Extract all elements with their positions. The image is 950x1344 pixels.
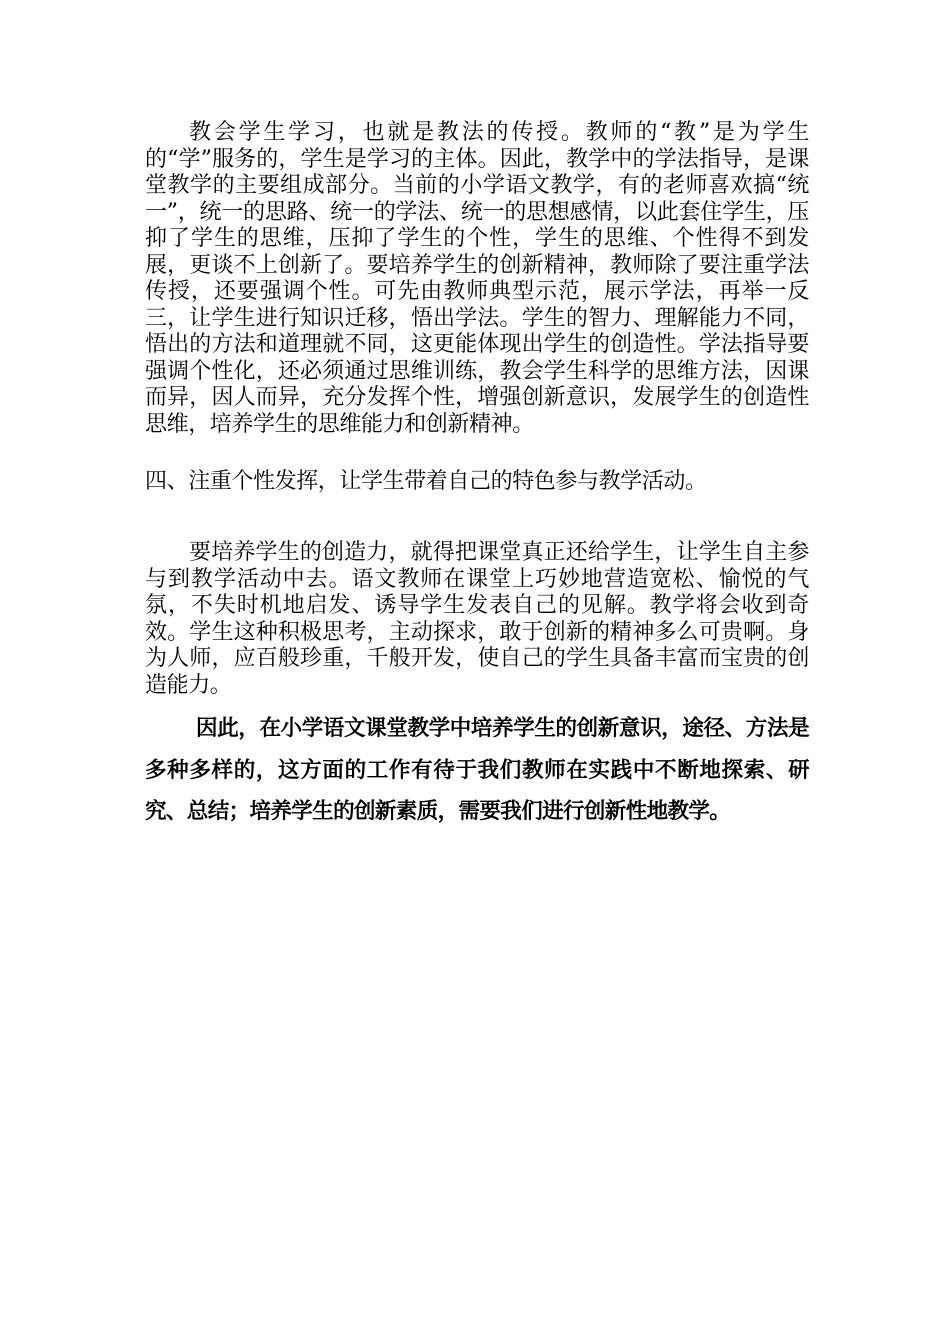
conclusion-paragraph: 因此，在小学语文课堂教学中培养学生的创新意识，途径、方法是多种多样的，这方面的工作有待于我们教师在实践中不断地探索、研究、总结；培养学生的创新素质，需要我们进行创新性地教学。 xyxy=(145,716,809,824)
section-heading-four: 四、注重个性发挥，让学生带着自己的特色参与教学活动。 xyxy=(145,469,707,494)
body-paragraph-study-methods: 教会学生学习，也就是教法的传授。教师的“教”是为学生的“学”服务的，学生是学习的主体。因此，教学中的学法指导，是课堂教学的主要组成部分。当前的小学语文教学，有的老师喜欢搞“统一”，统一的思路、统一的学法、统一的思想感情，以此套住学生，压抑了学生的思维，压抑了学生的个性，学生的思维、个性得不到发展，更谈不上创新了。要培养学生的创新精神，教师除了要注重学法传授，还要强调个性。可先由教师典型示范，展示学法，再举一反三，让学生进行知识迁移，悟出学法。学生的智力、理解能力不同，悟出的方法和道理就不同，这更能体现出学生的创造性。学法指导要强调个性化，还必须通过思维训练，教会学生科学的思维方法，因课而异，因人而异，充分发挥个性，增强创新意识，发展学生的创造性思维，培养学生的思维能力和创新精神。 xyxy=(145,120,809,437)
body-paragraph-creativity: 要培养学生的创造力，就得把课堂真正还给学生，让学生自主参与到教学活动中去。语文教师在课堂上巧妙地营造宽松、愉悦的气氛，不失时机地启发、诱导学生发表自己的见解。教学将会收到奇效。学生这种积极思考，主动探求，敢于创新的精神多么可贵啊。身为人师，应百般珍重，千般开发，使自己的学生具备丰富而宝贵的创造能力。 xyxy=(145,540,809,698)
